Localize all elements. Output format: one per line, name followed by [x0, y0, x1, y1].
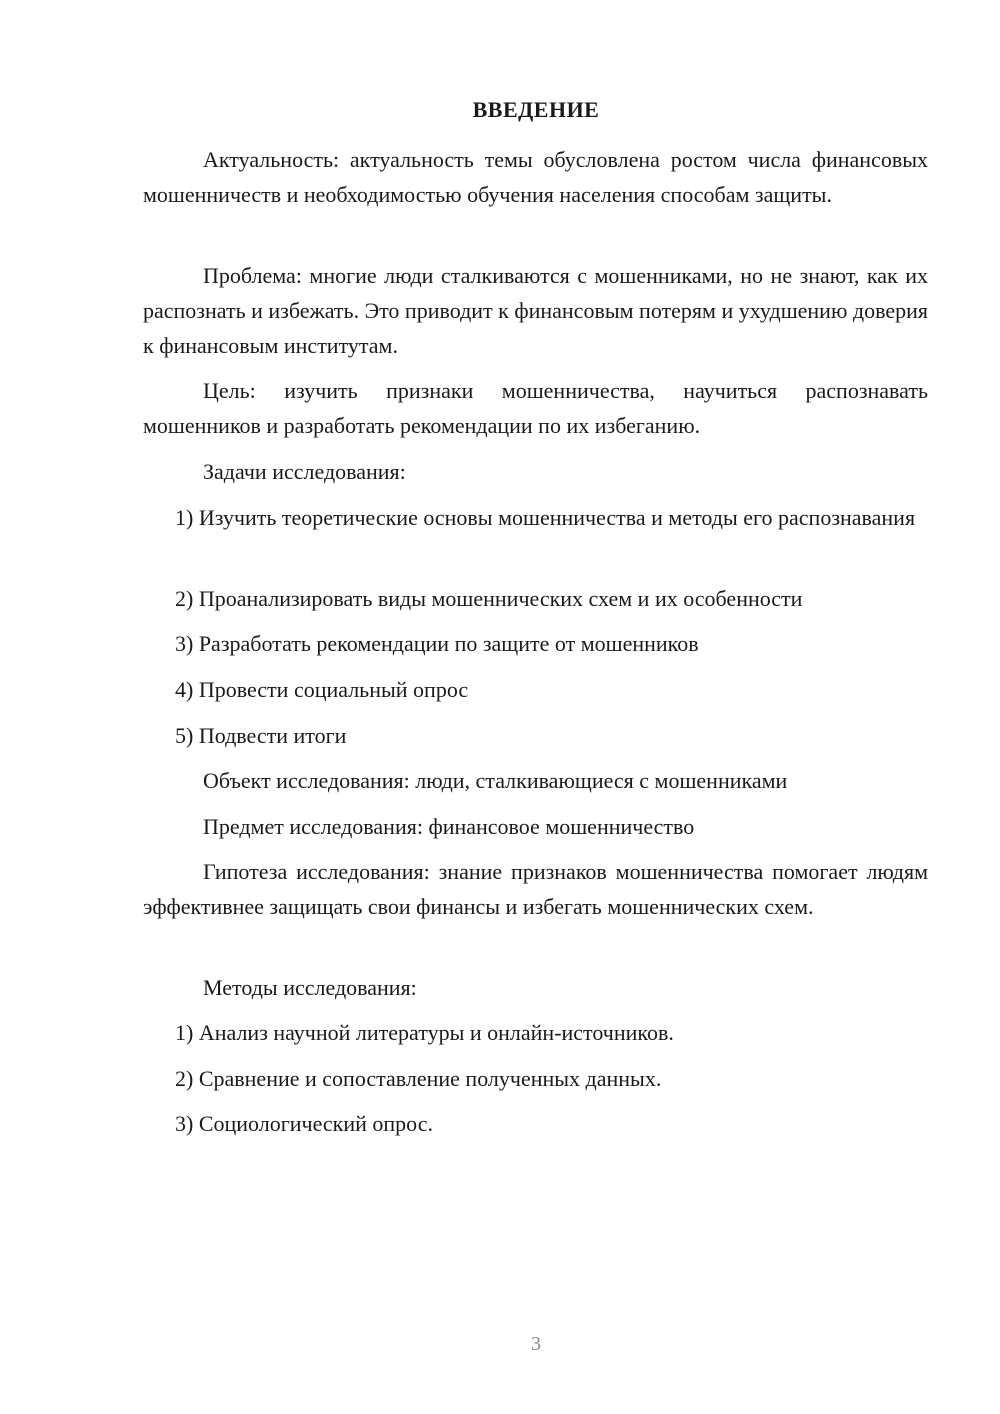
subject-paragraph: Предмет исследования: финансовое мошенничество — [203, 814, 695, 839]
goal-paragraph: Цель: изучить признаки мошенничества, научиться распознавать мошенников и разработать рекомендации по их избеганию. — [143, 378, 928, 438]
list-item: 2) Сравнение и сопоставление полученных данных. — [175, 1066, 662, 1091]
tasks-list-item-5 — [143, 718, 928, 753]
list-item: 3) Социологический опрос. — [175, 1111, 433, 1136]
page-number: 3 — [531, 1333, 541, 1355]
hypothesis-paragraph: Гипотеза исследования: знание признаков мошенничества помогает людям эффективнее защищать свои финансы и избегать мошеннических схем. — [143, 859, 928, 919]
relevance-paragraph: Актуальность: актуальность темы обусловлена ростом числа финансовых мошенничеств и необходимостью обучения населения способам защиты. — [143, 147, 928, 207]
list-item: 5) Подвести итоги — [175, 723, 347, 748]
object-block — [143, 763, 928, 798]
tasks-list-item-2 — [143, 581, 928, 616]
problem-block — [143, 258, 928, 363]
methods-list-item-1 — [143, 1015, 928, 1050]
tasks-heading: Задачи исследования: — [203, 459, 406, 484]
methods-list-item-3 — [143, 1106, 928, 1141]
subject-block — [143, 809, 928, 844]
tasks-heading-block — [143, 454, 928, 489]
list-item: 1) Изучить теоретические основы мошенничества и методы его распознавания — [175, 505, 916, 530]
relevance-block — [143, 142, 928, 212]
tasks-list-item-1 — [143, 500, 928, 535]
section-title: ВВЕДЕНИЕ — [472, 97, 600, 122]
list-item: 3) Разработать рекомендации по защите от мошенников — [175, 631, 699, 656]
methods-heading-block — [143, 970, 928, 1005]
list-item: 4) Провести социальный опрос — [175, 677, 469, 702]
hypothesis-block — [143, 854, 928, 924]
object-paragraph: Объект исследования: люди, сталкивающиеся с мошенниками — [203, 768, 788, 793]
methods-list-item-2 — [143, 1061, 928, 1096]
list-item: 1) Анализ научной литературы и онлайн-источников. — [175, 1020, 674, 1045]
goal-block — [143, 373, 928, 443]
list-item: 2) Проанализировать виды мошеннических схем и их особенности — [175, 586, 803, 611]
tasks-list-item-4 — [143, 672, 928, 707]
problem-paragraph: Проблема: многие люди сталкиваются с мошенниками, но не знают, как их распознать и избежать. Это приводит к финансовым потерям и ухудшению доверия к финансовым институтам. — [143, 263, 928, 358]
methods-heading: Методы исследования: — [203, 975, 417, 1000]
tasks-list-item-3 — [143, 626, 928, 661]
